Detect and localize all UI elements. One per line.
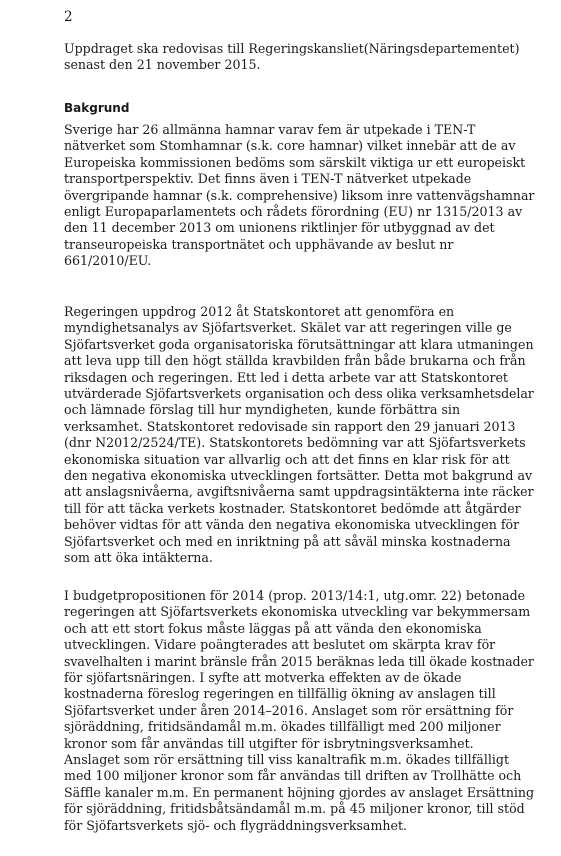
text-line: övergripande hamnar (s.k. comprehensive) liksom inre vattenvägshamnar (64, 187, 535, 203)
text-line: utvecklingen. Vidare poängterades att beslutet om skärpta krav för (64, 637, 496, 653)
background-paragraph-3 (64, 588, 534, 834)
text-line: att anslagsnivåerna, avgiftsnivåerna samt uppdragsintäkterna inte räcker (64, 484, 534, 500)
text-line: Sjöfartsverket och med en inriktning på att såväl minska kostnaderna (64, 533, 511, 549)
text-line: den negativa ekonomiska utvecklingen fortsätter. Detta mot bakgrund av (64, 468, 533, 484)
text-line: Sverige har 26 allmänna hamnar varav fem är utpekade i TEN-T (64, 122, 476, 137)
text-line: kostnaderna föreslog regeringen en tillfällig ökning av anslagen till (64, 686, 496, 702)
text-line: som att öka intäkterna. (64, 550, 213, 566)
page-number: 2 (64, 9, 73, 25)
text-line: Säffle kanaler m.m. En permanent höjning gjordes av anslaget Ersättning (64, 784, 535, 800)
text-line: Regeringen uppdrog 2012 åt Statskontoret att genomföra en (64, 304, 455, 319)
text-line: med 100 miljoner kronor som får användas till driften av Trollhätte och (64, 768, 522, 784)
text-line: Sjöfartsverket goda organisatoriska förutsättningar att klara utmaningen (64, 336, 534, 352)
text-line: utvärderade Sjöfartsverkets organisation och dess olika verksamhetsdelar (64, 386, 534, 402)
text-line: Anslaget som rör ersättning till viss kanaltrafik m.m. ökades tillfälligt (64, 752, 510, 768)
text-line: I budgetpropositionen för 2014 (prop. 2013/14:1, utg.omr. 22) betonade (64, 588, 526, 603)
text-line: transeuropeiska transportnätet och upphävande av beslut nr (64, 236, 454, 252)
text-line: enligt Europaparlamentets och rådets förordning (EU) nr 1315/2013 av (64, 204, 523, 220)
text-line: den 11 december 2013 om unionens riktlinjer för utbyggnad av det (64, 220, 495, 236)
text-line: Sjöfartsverket under åren 2014–2016. Anslaget som rör ersättning för (64, 702, 514, 718)
section-heading: Bakgrund (64, 101, 130, 115)
text-line: Europeiska kommissionen bedöms som särskilt viktiga ur ett europeiskt (64, 154, 526, 170)
text-line: för sjöräddning, fritidsbåtsändamål m.m. på 45 miljoner kronor, till stöd (64, 801, 525, 817)
text-line: och att ett stort fokus måste läggas på att vända den ekonomiska (64, 620, 482, 636)
text-line: för Sjöfartsverkets sjö- och flygräddningsverksamhet. (64, 817, 408, 833)
text-line: till för att täcka verkets kostnader. Statskontoret bedömde att åtgärder (64, 500, 521, 516)
text-line: transportperspektiv. Det finns även i TEN-T nätverket utpekade (64, 171, 472, 187)
text-line: för sjöfartsnäringen. I syfte att motverka effekten av de ökade (64, 670, 462, 686)
text-line: Uppdraget ska redovisas till Regeringskansliet(Näringsdepartementet) (64, 41, 520, 56)
text-line: regeringen att Sjöfartsverkets ekonomiska utveckling var bekymmersam (64, 604, 531, 620)
text-line: sjöräddning, fritidsändamål m.m. ökades tillfälligt med 200 miljoner (64, 719, 501, 735)
text-line: myndighetsanalys av Sjöfartsverket. Skälet var att regeringen ville ge (64, 320, 512, 336)
text-line: riksdagen och regeringen. Ett led i detta arbete var att Statskontoret (64, 369, 508, 385)
text-line: (dnr N2012/2524/TE). Statskontorets bedömning var att Sjöfartsverkets (64, 435, 526, 451)
text-line: 661/2010/EU. (64, 253, 152, 269)
background-paragraph-1 (64, 122, 534, 270)
text-line: svavelhalten i marint bränsle från 2015 beräknas leda till ökade kostnader (64, 653, 534, 669)
background-paragraph-2 (64, 304, 534, 567)
text-line: senast den 21 november 2015. (64, 57, 261, 73)
intro-paragraph (64, 41, 534, 74)
text-line: behöver vidtas för att vända den negativa ekonomiska utvecklingen för (64, 517, 520, 533)
text-line: verksamhet. Statskontoret redovisade sin rapport den 29 januari 2013 (64, 418, 516, 434)
text-line: att leva upp till den högt ställda kravbilden från både brukarna och från (64, 353, 526, 369)
text-line: och lämnade förslag till hur myndigheten, kunde förbättra sin (64, 402, 461, 418)
text-line: nätverket som Stomhamnar (s.k. core hamnar) vilket innebär att de av (64, 138, 516, 154)
text-line: ekonomiska situation var allvarlig och att det finns en klar risk för att (64, 451, 510, 467)
text-line: kronor som får användas till utgifter för isbrytningsverksamhet. (64, 735, 474, 751)
